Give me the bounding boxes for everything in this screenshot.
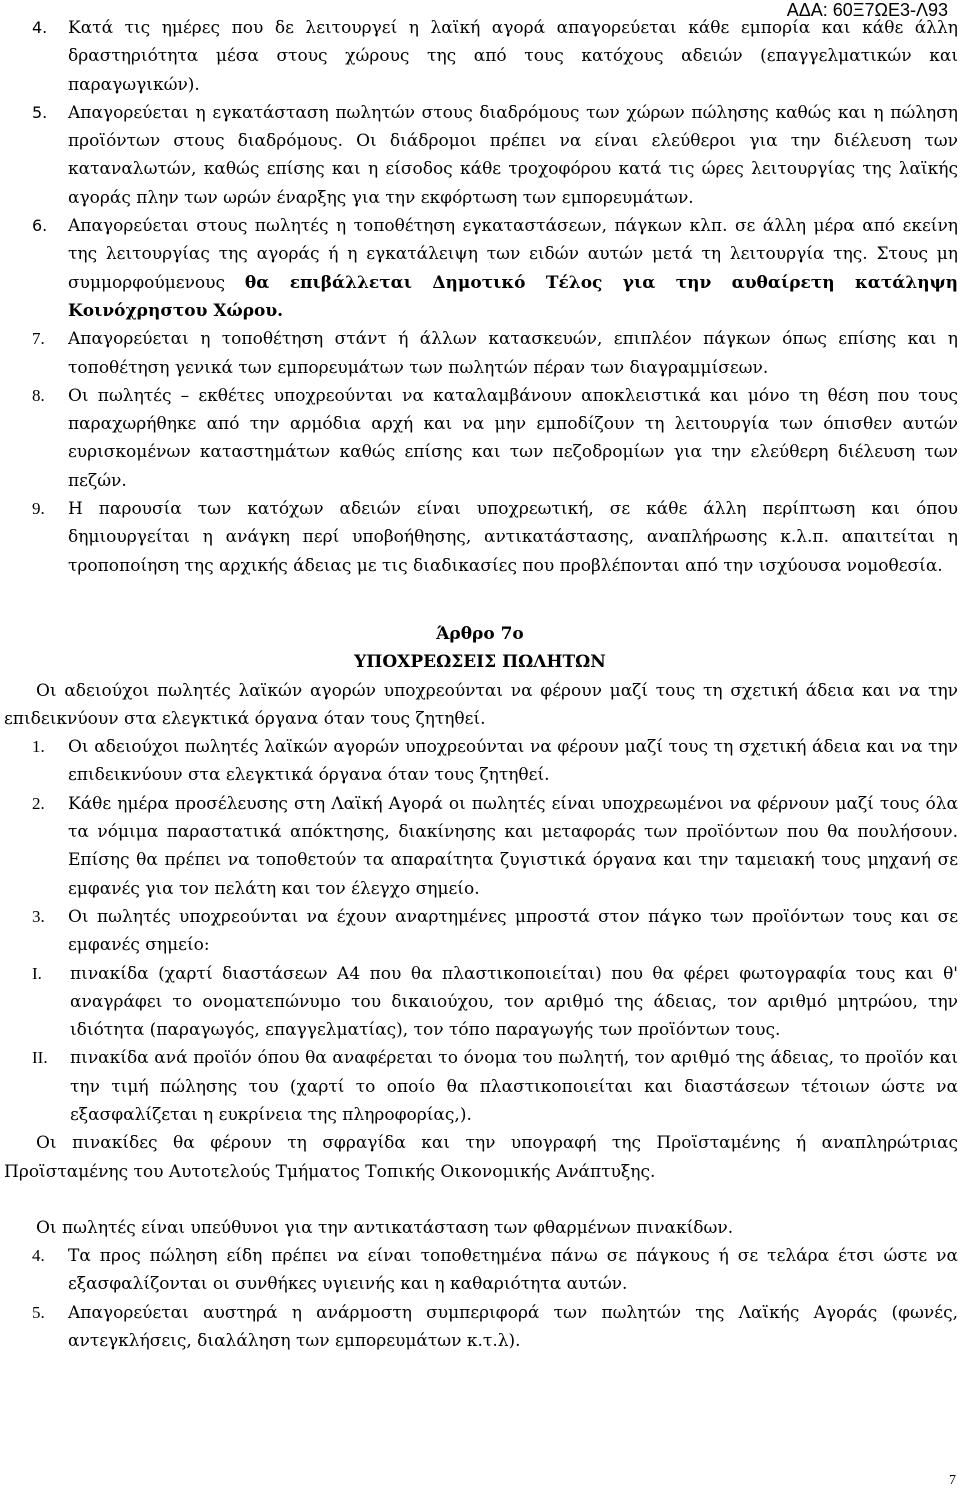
item-number: 5. bbox=[32, 1302, 45, 1322]
list-item bbox=[0, 1242, 960, 1299]
article-heading bbox=[0, 620, 960, 677]
item-text: Απαγορεύεται η εγκατάσταση πωλητών στους διαδρόμους των χώρων πώλησης καθώς και η πώληση προϊόντων στους διαδρόμους. Οι διάδρομοι πρέπει να είναι ελεύθεροι για την διέλευση των καταναλωτών, καθώς επίσης και η είσοδος κάθε τροχοφόρου κατά τις ώρες λειτουργίας της λαϊκής αγοράς πλην των ωρών έναρξης για την εκφόρτωση των εμπορευμάτων. bbox=[68, 102, 958, 208]
list-item bbox=[0, 1044, 960, 1129]
list-item bbox=[0, 495, 960, 580]
item-text: Κατά τις ημέρες που δε λειτουργεί η λαϊκή αγορά απαγορεύεται κάθε εμπορία και κάθε άλλη δραστηριότητα μέσα στους χώρους της από τους κατόχους αδειών (επαγγελματικών και παραγωγικών). bbox=[68, 18, 958, 95]
list-item bbox=[0, 903, 960, 960]
article-title: Άρθρο 7ο bbox=[436, 623, 524, 644]
page-number: 7 bbox=[949, 1473, 956, 1488]
list-item bbox=[0, 960, 960, 1045]
item-number: 1. bbox=[32, 737, 45, 757]
list-item bbox=[0, 790, 960, 903]
list-item bbox=[0, 382, 960, 495]
signs-note-paragraph: Οι πινακίδες θα φέρουν τη σφραγίδα και την υπογραφή της Προϊσταμένης ή αναπληρώτριας Προϊσταμένης του Αυτοτελούς Τμήματος Τοπικής Οικονομικής Ανάπτυξης. bbox=[4, 1133, 958, 1182]
list-item bbox=[0, 733, 960, 790]
item-number: I. bbox=[32, 963, 42, 983]
item-text: Κάθε ημέρα προσέλευσης στη Λαϊκή Αγορά οι πωλητές είναι υποχρεωμένοι να φέρνουν μαζί τους όλα τα νόμιμα παραστατικά απόκτησης, διακίνησης και μεταφοράς των προϊόντων που θα πουλήσουν. Επίσης θα πρέπει να τοποθετούν τα απαραίτητα ζυγιστικά όργανα και την ταμειακή τους μηχανή σε εμφανές για τον πελάτη και τον έλεγχο σημείο. bbox=[68, 793, 958, 899]
list-item bbox=[0, 212, 960, 325]
item-number: 4. bbox=[32, 18, 48, 37]
item-text: πινακίδα (χαρτί διαστάσεων Α4 που θα πλαστικοποιείται) που θα φέρει φωτογραφία τους και θ' αναγράφει το ονοματεπώνυμο του δικαιούχου, τον αριθμό της άδειας, τον αριθμό μητρώου, την ιδιότητα (παραγωγός, επαγγελματίας), τον τόπο παραγωγής των προϊόντων τους. bbox=[70, 963, 958, 1041]
item-number: 3. bbox=[32, 906, 45, 926]
ada-code: ΑΔΑ: 60Ξ7ΩΕ3-Λ93 bbox=[786, 0, 948, 20]
item-number: 8. bbox=[32, 385, 45, 405]
item-text: πινακίδα ανά προϊόν όπου θα αναφέρεται το όνομα του πωλητή, τον αριθμό της άδειας, το προϊόν και την τιμή πώλησης του (χαρτί το οποίο θα πλαστικοποιείται και διαστάσεων τέτοιων ώστε να εξασφαλίζεται η ευκρίνεια της πληροφορίας,). bbox=[70, 1048, 958, 1125]
intro-paragraph: Οι αδειούχοι πωλητές λαϊκών αγορών υποχρεούνται να φέρουν μαζί τους τη σχετική άδεια και να την επιδεικνύουν στα ελεγκτικά όργανα όταν τους ζητηθεί. bbox=[4, 680, 958, 729]
item-text-bold: θα επιβάλλεται Δημοτικό Τέλος για την αυθαίρετη κατάληψη Κοινόχρηστου Χώρου. bbox=[68, 272, 958, 321]
item-text: Οι αδειούχοι πωλητές λαϊκών αγορών υποχρεούνται να φέρουν μαζί τους τη σχετική άδεια και να την επιδεικνύουν στα ελεγκτικά όργανα όταν τους ζητηθεί. bbox=[68, 737, 958, 786]
item-number: II. bbox=[32, 1048, 48, 1068]
list-item bbox=[0, 325, 960, 382]
document-body bbox=[0, 14, 960, 1355]
list-item bbox=[0, 14, 960, 99]
item-number: 9. bbox=[32, 499, 45, 519]
item-text: Η παρουσία των κατόχων αδειών είναι υποχρεωτική, σε κάθε άλλη περίπτωση και όπου δημιουργείται η ανάγκη περί υποβοήθησης, αντικατάστασης, αναπλήρωσης κ.λ.π. απαιτείται η τροποποίηση της αρχικής άδειας με τις διαδικασίες που προβλέπονται από την ισχύουσα νομοθεσία. bbox=[68, 499, 958, 576]
item-text: Οι πωλητές – εκθέτες υποχρεούνται να καταλαμβάνουν αποκλειστικά και μόνο τη θέση που τους παραχωρήθηκε από την αρμόδια αρχή και να μην εμποδίζουν τη λειτουργία των όπισθεν αυτών ευρισκομένων καταστημάτων καθώς επίσης και των πεζοδρομίων για την ελεύθερη διέλευση των πεζών. bbox=[68, 385, 958, 491]
item-number: 7. bbox=[32, 329, 45, 349]
item-text: Απαγορεύεται η τοποθέτηση στάντ ή άλλων κατασκευών, επιπλέον πάγκων όπως επίσης και η τοποθέτηση γενικά των εμπορευμάτων των πωλητών πέραν των διαγραμμίσεων. bbox=[68, 329, 958, 378]
item-text-regular: Απαγορεύεται στους πωλητές η τοποθέτηση εγκαταστάσεων, πάγκων κλπ. σε άλλη μέρα από εκείνη της λειτουργίας της αγοράς ή η εγκατάλειψη των ειδών αυτών μετά τη λειτουργία της. Στους μη συμμορφούμενους bbox=[68, 216, 958, 293]
list-item bbox=[0, 99, 960, 212]
item-text: Απαγορεύεται αυστηρά η ανάρμοστη συμπεριφορά των πωλητών της Λαϊκής Αγοράς (φωνές, αντεγκλήσεις, διαλάληση των εμπορευμάτων κ.τ.λ). bbox=[68, 1302, 958, 1352]
item-number: 6. bbox=[32, 216, 48, 236]
responsibility-paragraph: Οι πωλητές είναι υπεύθυνοι για την αντικατάσταση των φθαρμένων πινακίδων. bbox=[36, 1217, 734, 1238]
list-item bbox=[0, 1299, 960, 1356]
item-number: 2. bbox=[32, 793, 45, 813]
item-text bbox=[68, 212, 958, 325]
item-text: Οι πωλητές υποχρεούνται να έχουν αναρτημένες μπροστά στον πάγκο των προϊόντων τους και σε εμφανές σημείο: bbox=[68, 906, 958, 956]
item-text: Τα προς πώληση είδη πρέπει να είναι τοποθετημένα πάνω σε πάγκους ή σε τελάρα έτσι ώστε να εξασφαλίζονται οι συνθήκες υγιεινής και η καθαριότητα αυτών. bbox=[68, 1246, 958, 1295]
item-number: 5. bbox=[32, 102, 48, 122]
item-number: 4. bbox=[32, 1246, 45, 1266]
article-subtitle: ΥΠΟΧΡΕΩΣΕΙΣ ΠΩΛΗΤΩΝ bbox=[354, 652, 606, 673]
